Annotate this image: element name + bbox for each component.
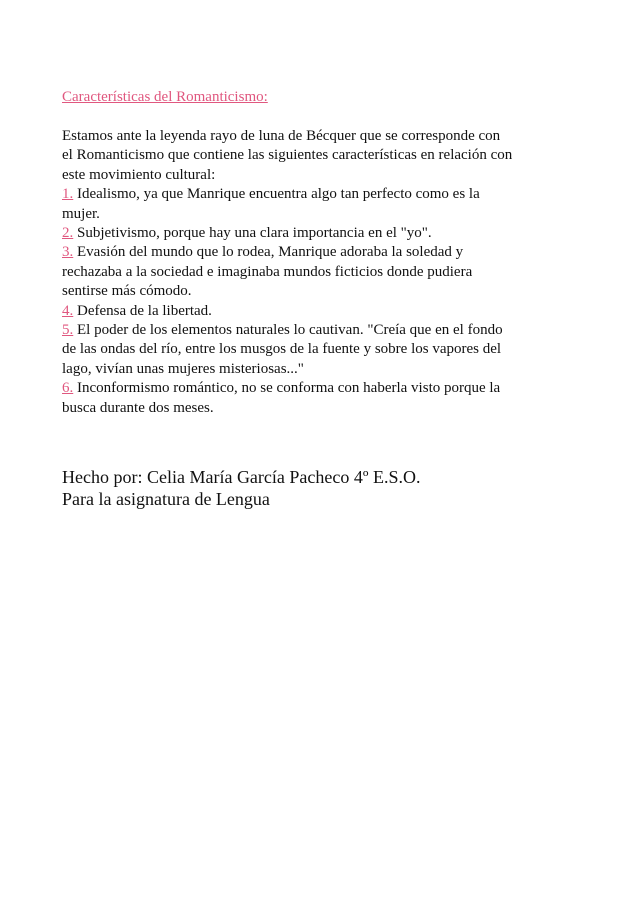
list-item-line: [62, 321, 582, 340]
section-heading: Características del Romanticismo:: [62, 89, 268, 105]
intro-line: este movimiento cultural:: [62, 166, 216, 183]
list-item-continuation: rechazaba a la sociedad e imaginaba mundos ficticios donde pudiera: [62, 263, 473, 280]
subject-line: Para la asignatura de Lengua: [62, 489, 270, 510]
author-line: Hecho por: Celia María García Pacheco 4º E.S.O.: [62, 467, 421, 488]
author-footer: [62, 466, 582, 510]
list-item-line: [62, 224, 582, 243]
item-text: Idealismo, ya que Manrique encuentra algo tan perfecto como es la: [73, 186, 480, 203]
document-page: [62, 88, 582, 510]
list-item-line: [62, 185, 582, 204]
list-item-line: [62, 379, 582, 398]
item-number: 3.: [62, 244, 74, 261]
intro-line: el Romanticismo que contiene las siguientes características en relación con: [62, 147, 513, 164]
item-number: 6.: [62, 380, 74, 397]
item-text: Defensa de la libertad.: [73, 302, 212, 319]
item-text: El poder de los elementos naturales lo cautivan. "Creía que en el fondo: [73, 322, 503, 339]
item-text: Subjetivismo, porque hay una clara importancia en el "yo".: [73, 225, 432, 242]
list-item-continuation: mujer.: [62, 205, 100, 222]
list-item-continuation: lago, vivían unas mujeres misteriosas...": [62, 360, 304, 377]
item-number: 4.: [62, 302, 74, 319]
list-item-line: [62, 243, 582, 262]
item-number: 2.: [62, 225, 74, 242]
list-item-continuation: sentirse más cómodo.: [62, 283, 192, 300]
document-body: [62, 127, 582, 418]
list-item-continuation: busca durante dos meses.: [62, 399, 214, 416]
item-number: 5.: [62, 322, 74, 339]
item-number: 1.: [62, 186, 74, 203]
list-item-continuation: de las ondas del río, entre los musgos de la fuente y sobre los vapores del: [62, 341, 502, 358]
item-text: Evasión del mundo que lo rodea, Manrique adoraba la soledad y: [73, 244, 464, 261]
intro-line: Estamos ante la leyenda rayo de luna de Bécquer que se corresponde con: [62, 128, 501, 144]
item-text: Inconformismo romántico, no se conforma con haberla visto porque la: [73, 380, 501, 397]
list-item-line: [62, 302, 582, 321]
